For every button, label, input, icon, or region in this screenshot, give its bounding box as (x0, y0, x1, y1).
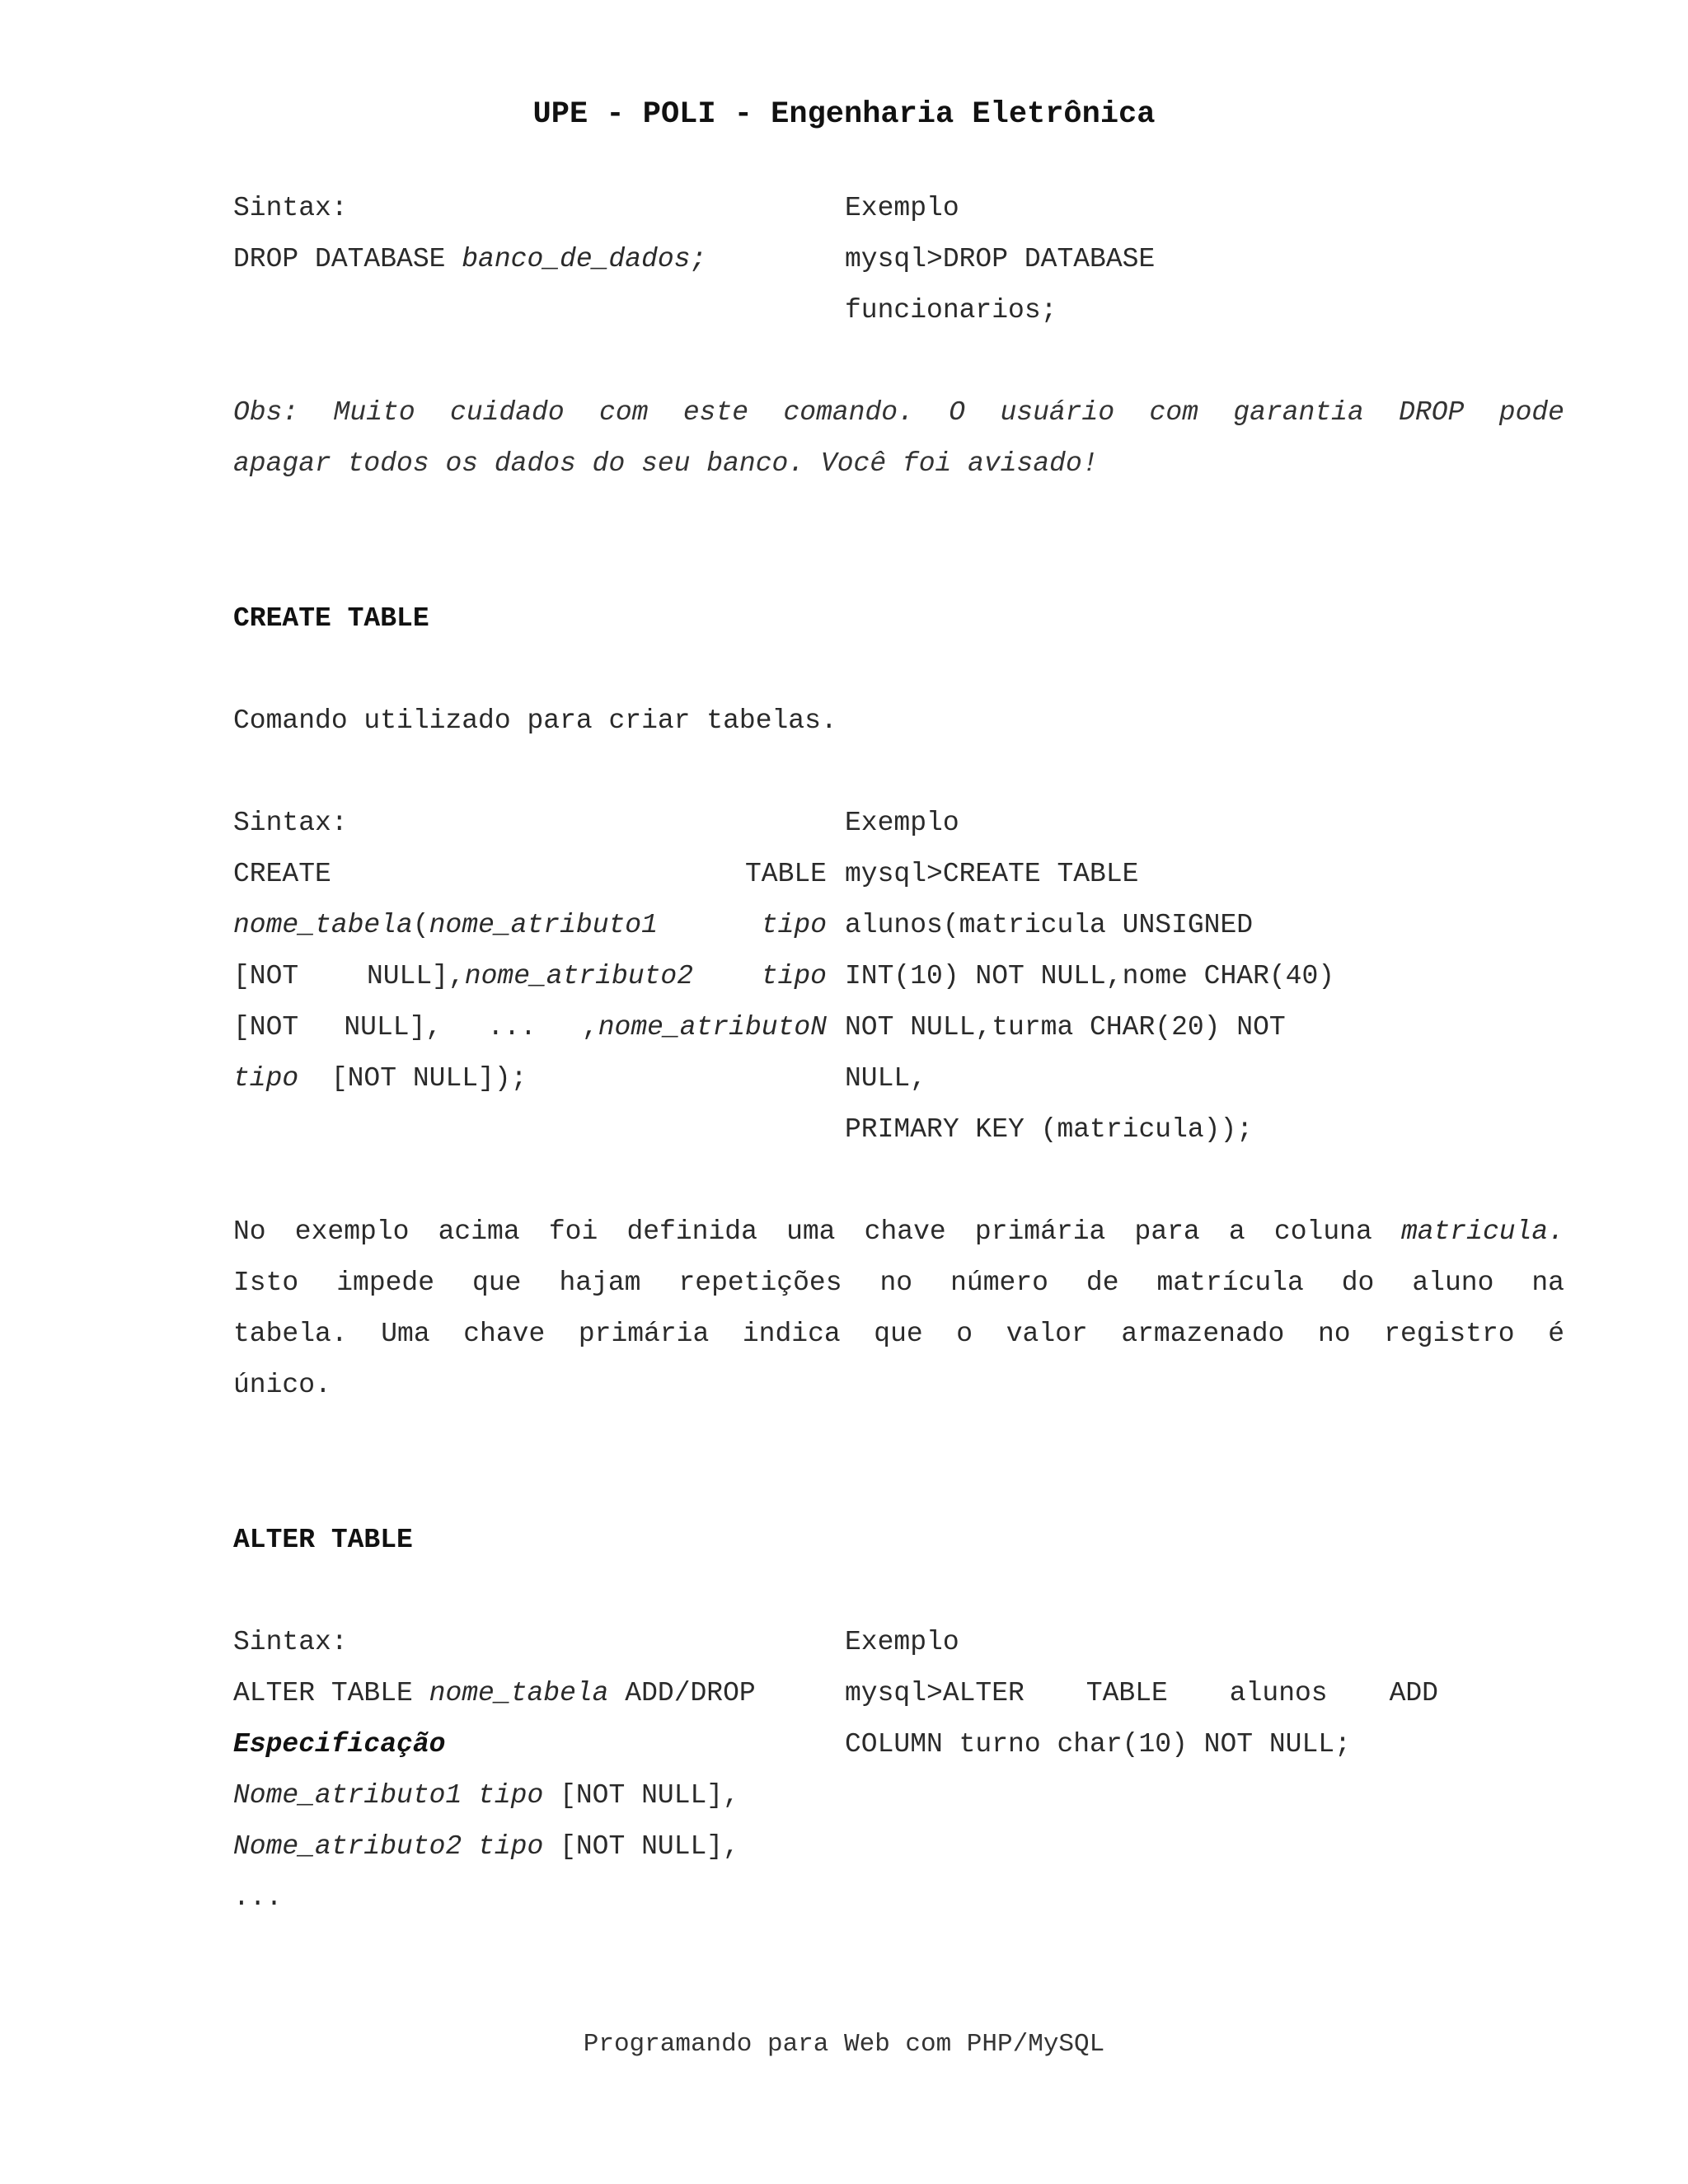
alter-syntax-keyword: [NOT NULL], (543, 1780, 739, 1811)
create-syntax-label: Sintax: (233, 808, 348, 838)
create-example-line5: NULL, (845, 1063, 927, 1094)
drop-syntax-keyword: DROP DATABASE (233, 244, 462, 274)
create-example-line1: mysql>CREATE TABLE (845, 859, 1139, 889)
alter-syntax-label: Sintax: (233, 1627, 348, 1657)
create-syntax-line1 (233, 858, 827, 891)
alter-syntax-line3 (233, 1779, 739, 1812)
drop-example-label: Exemplo (845, 193, 959, 223)
create-syntax-attr-param: nome_atributo2 (464, 961, 694, 991)
create-note-line3: tabela. Uma chave primária indica que o valor armazenado no registro é (233, 1319, 1564, 1349)
create-syntax-word: TABLE (744, 859, 827, 889)
create-table-description: Comando utilizado para criar tabelas. (233, 705, 837, 736)
alter-syntax-keyword: [NOT NULL], (543, 1831, 739, 1862)
alter-example-label: Exemplo (845, 1627, 959, 1657)
create-syntax-line4 (233, 1011, 827, 1044)
create-syntax-word: [NOT (233, 961, 299, 991)
create-syntax-word: NULL], (366, 961, 465, 991)
alter-syntax-line2: Especificação (233, 1729, 446, 1760)
create-example-label: Exemplo (845, 808, 959, 838)
drop-obs-line2: apagar todos os dados do seu banco. Você foi avisado! (233, 448, 1099, 479)
create-syntax-word: CREATE (233, 859, 331, 889)
drop-syntax-param: banco_de_dados; (462, 244, 707, 274)
alter-syntax-keyword: ADD/DROP (608, 1678, 756, 1708)
alter-syntax-line5: ... (233, 1882, 283, 1913)
create-syntax-attr-param: nome_atributo1 (429, 910, 658, 940)
page-footer: Programando para Web com PHP/MySQL (583, 2030, 1105, 2059)
alter-example-word: alunos (1229, 1678, 1328, 1708)
create-example-line4: NOT NULL,turma CHAR(20) NOT (845, 1012, 1286, 1043)
create-note-line1 (233, 1216, 1564, 1249)
drop-obs-line1: Obs: Muito cuidado com este comando. O usuário com garantia DROP pode (233, 397, 1564, 428)
alter-syntax-attr-param: Nome_atributo1 tipo (233, 1780, 544, 1811)
create-syntax-line5 (233, 1062, 527, 1095)
alter-table-heading: ALTER TABLE (233, 1525, 413, 1555)
create-note-line2: Isto impede que hajam repetições no número de matrícula do aluno na (233, 1268, 1564, 1298)
alter-example-word: ADD (1389, 1678, 1438, 1708)
create-syntax-segment (233, 910, 658, 940)
alter-example-word: TABLE (1085, 1678, 1168, 1708)
create-syntax-paren: ( (412, 910, 429, 940)
alter-syntax-table-param: nome_tabela (429, 1678, 609, 1708)
create-syntax-word: [NOT (233, 1012, 299, 1043)
create-example-line2: alunos(matricula UNSIGNED (845, 910, 1254, 940)
alter-syntax-line4 (233, 1830, 739, 1863)
drop-syntax-label: Sintax: (233, 193, 348, 223)
create-note-emphasis: matricula. (1400, 1216, 1564, 1247)
create-syntax-segment (582, 1012, 827, 1043)
create-syntax-type: tipo (761, 961, 827, 991)
create-table-heading: CREATE TABLE (233, 603, 429, 634)
create-syntax-table-param: nome_tabela (233, 910, 413, 940)
drop-example-line2: funcionarios; (845, 295, 1057, 326)
create-syntax-type: tipo (233, 1063, 299, 1094)
alter-example-line1 (845, 1677, 1438, 1710)
alter-syntax-keyword: ALTER TABLE (233, 1678, 429, 1708)
alter-syntax-line1 (233, 1677, 756, 1710)
page-header-title: UPE - POLI - Engenharia Eletrônica (532, 97, 1156, 132)
create-syntax-comma: , (581, 1012, 598, 1043)
create-syntax-segment (367, 961, 693, 991)
create-syntax-line2 (233, 909, 827, 942)
alter-example-word: mysql>ALTER (845, 1678, 1025, 1708)
create-note-text: No exemplo acima foi definida uma chave primária para a coluna (233, 1216, 1401, 1247)
create-syntax-word: NULL], (344, 1012, 443, 1043)
create-syntax-line3 (233, 960, 827, 993)
create-syntax-type: tipo (761, 910, 827, 940)
drop-example-line1: mysql>DROP DATABASE (845, 244, 1156, 274)
create-example-line3: INT(10) NOT NULL,nome CHAR(40) (845, 961, 1335, 991)
alter-example-line2: COLUMN turno char(10) NOT NULL; (845, 1729, 1351, 1760)
create-syntax-ellipsis: ... (487, 1012, 537, 1043)
create-syntax-word: [NOT NULL]); (331, 1063, 528, 1094)
create-example-line6: PRIMARY KEY (matricula)); (845, 1114, 1254, 1145)
alter-syntax-attr-param: Nome_atributo2 tipo (233, 1831, 544, 1862)
create-syntax-attr-param: nome_atributoN (598, 1012, 827, 1043)
drop-syntax-line (233, 243, 706, 276)
create-note-line4: único. (233, 1370, 331, 1400)
